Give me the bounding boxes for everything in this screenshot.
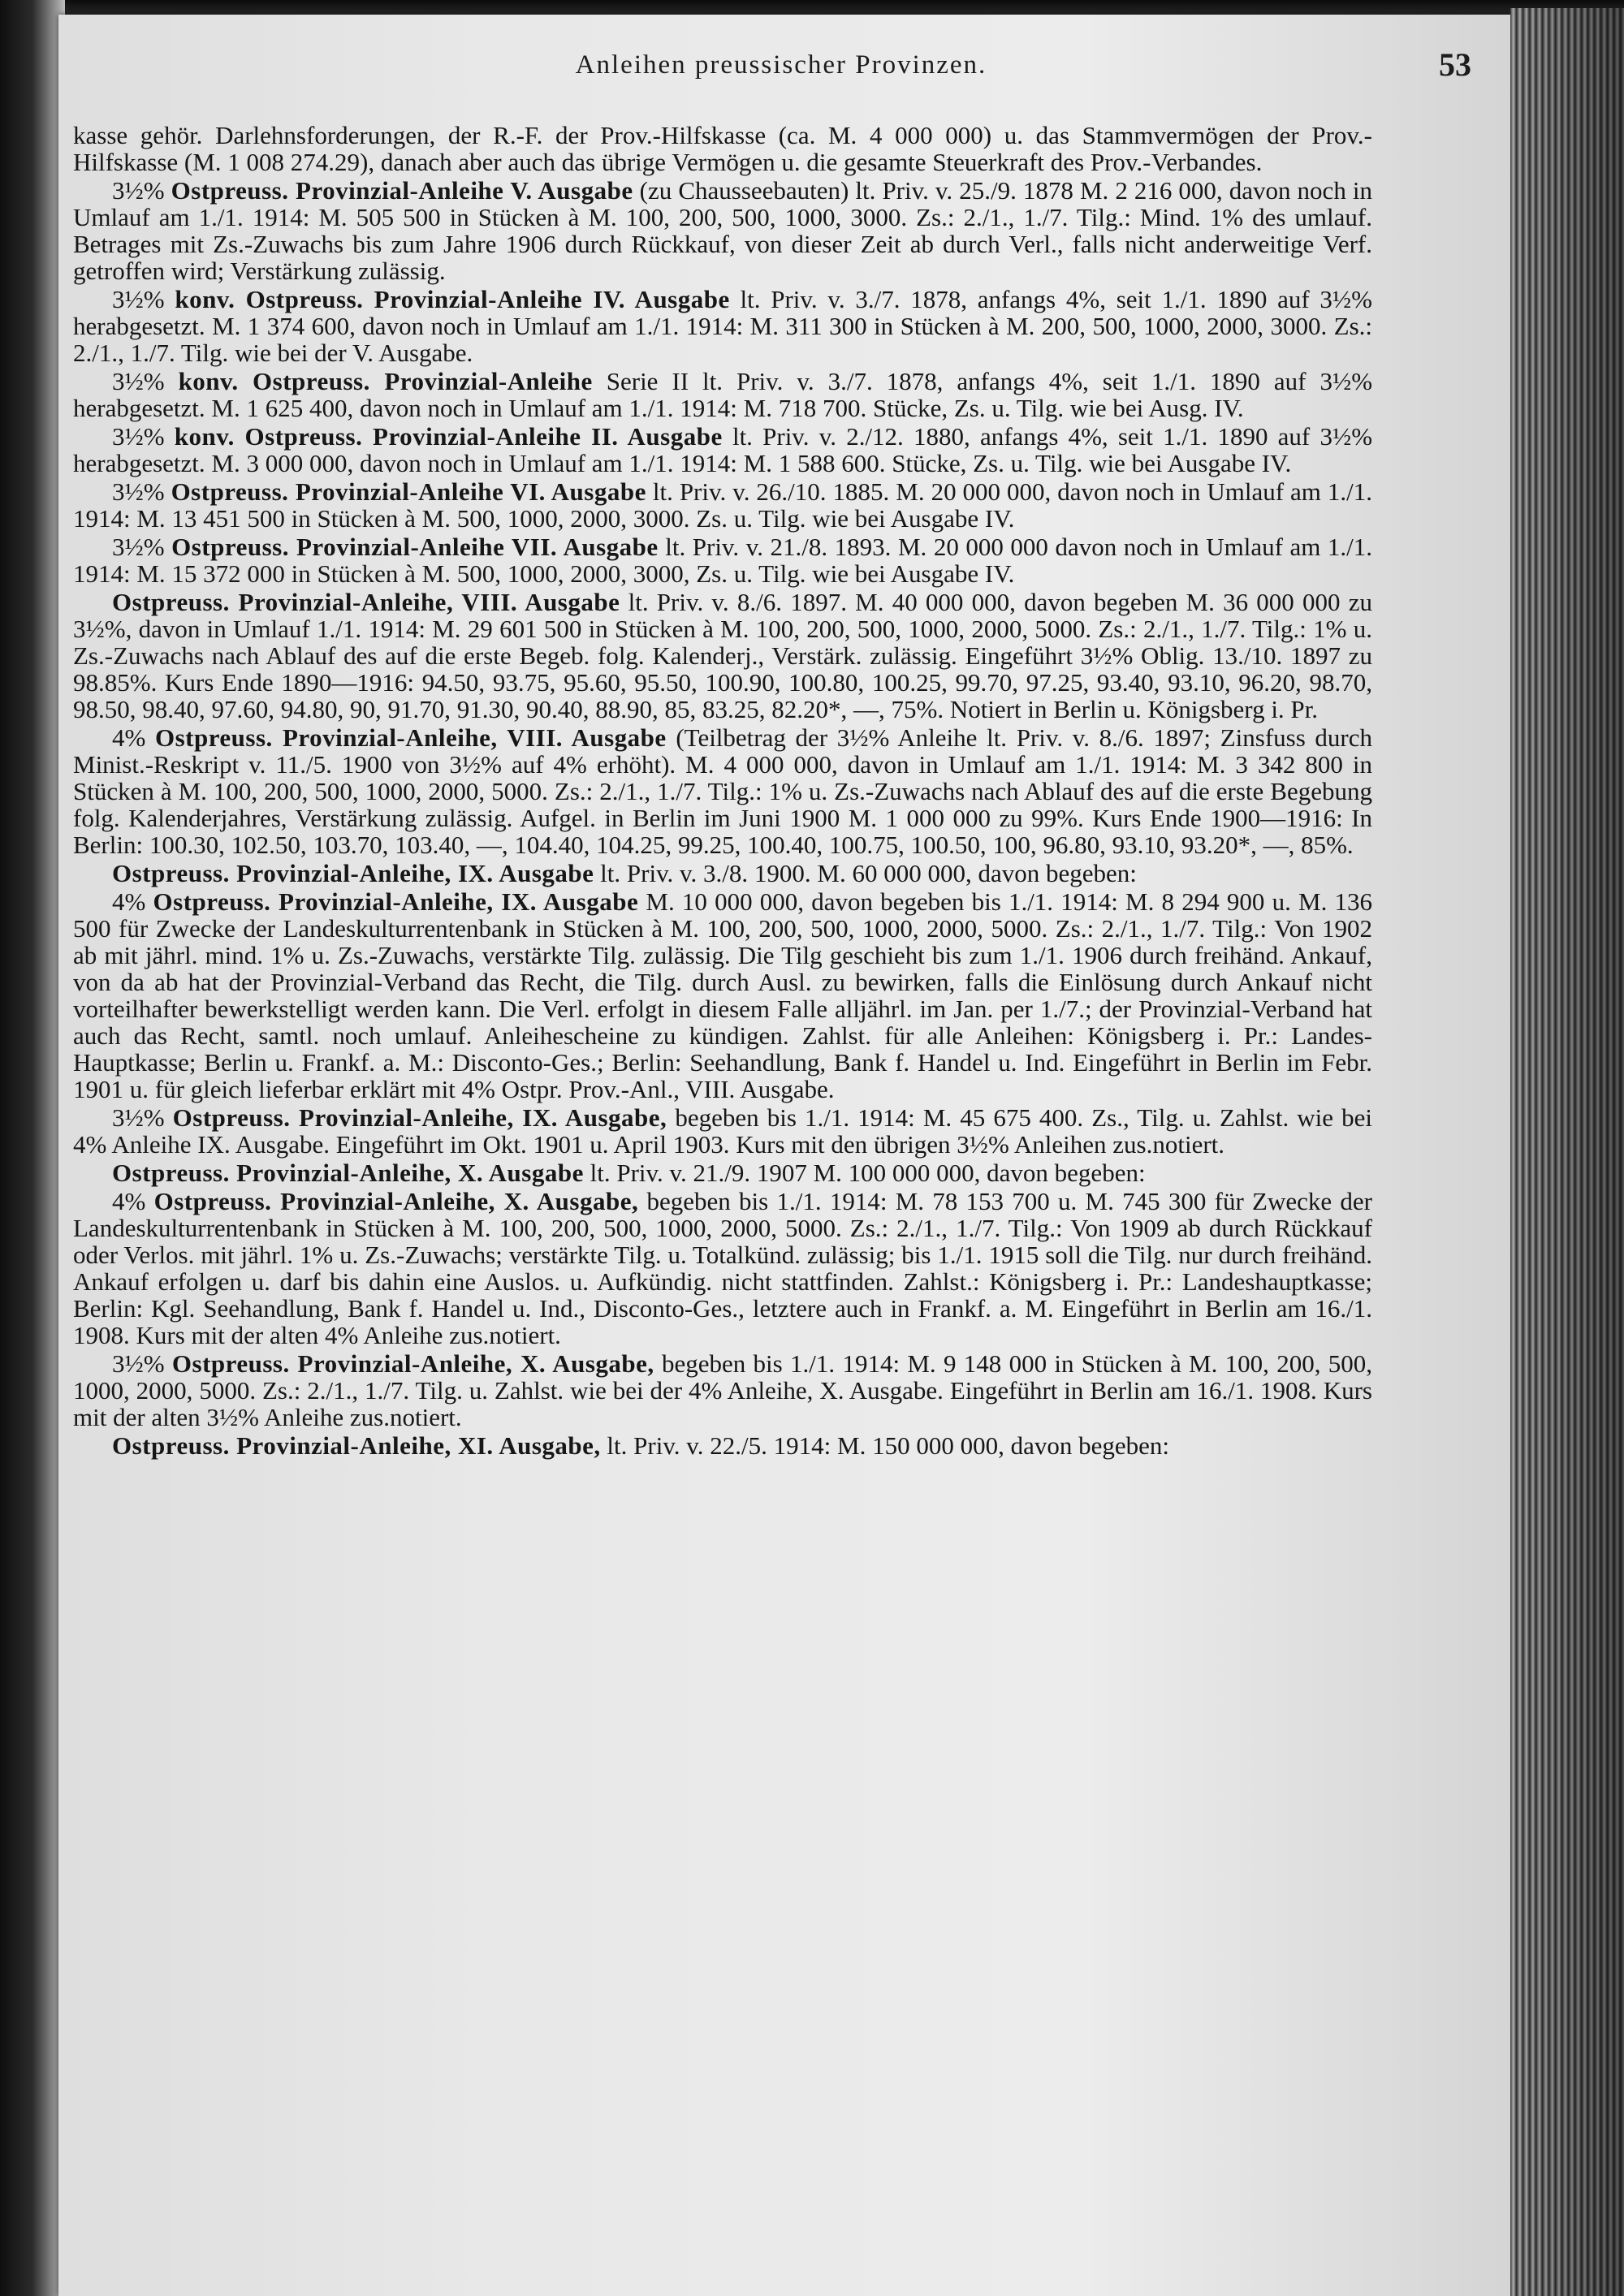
bond-entry [73, 589, 1372, 723]
bond-entry [73, 1350, 1372, 1431]
bond-details: Serie II lt. Priv. v. 3./7. 1878, anfangs 4%, seit 1./1. 1890 auf 3½% herabgesetzt. M. 1 625 400, davon noch in Umlauf am 1./1. 1914: M. 718 700. Stücke, Zs. u. Tilg. wie bei Ausg. IV. [73, 367, 1373, 422]
left-binding-shadow [0, 0, 65, 2296]
bond-entry [73, 533, 1372, 587]
bond-title: Ostpreuss. Provinzial-Anleihe, X. Ausgabe, [153, 1187, 639, 1215]
bond-entry [73, 1432, 1372, 1459]
bond-details: lt. Priv. v. 21./8. 1893. M. 20 000 000 davon noch in Umlauf am 1./1. 1914: M. 15 372 000 in Stücken à M. 500, 1000, 2000, 3000, Zs. u. Tilg. wie bei Ausgabe IV. [73, 533, 1372, 588]
bond-title: konv. Ostpreuss. Provinzial-Anleihe IV. Ausgabe [175, 285, 730, 313]
interest-rate: 4% [112, 887, 146, 916]
bond-title: Ostpreuss. Provinzial-Anleihe VII. Ausgabe [171, 533, 659, 561]
bond-entry [73, 286, 1372, 366]
interest-rate: 3½% [112, 1103, 165, 1132]
bond-title: Ostpreuss. Provinzial-Anleihe VI. Ausgabe [171, 477, 646, 506]
bond-entry [73, 1104, 1372, 1158]
bond-details: lt. Priv. v. 21./9. 1907 M. 100 000 000, davon begeben: [590, 1159, 1146, 1187]
interest-rate: 3½% [112, 367, 165, 395]
bond-title: Ostpreuss. Provinzial-Anleihe, X. Ausgabe [112, 1159, 584, 1187]
interest-rate: 3½% [112, 477, 165, 506]
bond-title: Ostpreuss. Provinzial-Anleihe, VIII. Ausgabe [154, 723, 667, 752]
bond-entry [73, 888, 1372, 1103]
interest-rate: 4% [112, 723, 146, 752]
bond-entry [73, 423, 1372, 477]
bond-entry [73, 1188, 1372, 1349]
interest-rate: 3½% [112, 422, 165, 451]
bond-details: lt. Priv. v. 2./12. 1880, anfangs 4%, seit 1./1. 1890 auf 3½% herabgesetzt. M. 3 000 000, davon noch in Umlauf am 1./1. 1914: M. 1 588 600. Stücke, Zs. u. Tilg. wie bei Ausgabe IV. [73, 422, 1373, 477]
bond-details: begeben bis 1./1. 1914: M. 45 675 400. Zs., Tilg. u. Zahlst. wie bei 4% Anleihe IX. Ausgabe. Eingeführt im Okt. 1901 u. April 1903. Kurs mit den übrigen 3½% Anleihen zus.notiert. [73, 1103, 1372, 1159]
bond-details: lt. Priv. v. 26./10. 1885. M. 20 000 000, davon noch in Umlauf am 1./1. 1914: M. 13 451 500 in Stücken à M. 500, 1000, 2000, 3000. Zs. u. Tilg. wie bei Ausgabe IV. [73, 477, 1372, 533]
bond-title: konv. Ostpreuss. Provinzial-Anleihe [178, 367, 593, 395]
book-edge-shade [1510, 8, 1624, 2296]
bond-title: Ostpreuss. Provinzial-Anleihe, IX. Ausgabe [153, 887, 639, 916]
bond-entry [73, 368, 1372, 421]
bond-details: begeben bis 1./1. 1914: M. 78 153 700 u. M. 745 300 für Zwecke der Landeskulturrentenbank in Stücken à M. 100, 200, 500, 1000, 2000, 5000. Zs.: 2./1., 1./7. Tilg.: Von 1909 ab durch Rückkauf oder Verlos. mit jährl. 1% u. Zs.-Zuwachs; verstärkte Tilg. u. Totalkünd. zulässig; bis 1./1. 1915 soll die Tilg. nur durch freihänd. Ankauf erfolgen u. darf bis dahin eine Auslos. u. Aufkündig. nicht stattfinden. Zahlst.: Königsberg i. Pr.: Landeshauptkasse; Berlin: Kgl. Seehandlung, Bank f. Handel u. Ind., Disconto-Ges., letztere auch in Frankf. a. M. Eingeführt in Berlin am 16./1. 1908. Kurs mit der alten 4% Anleihe zus.notiert. [73, 1187, 1372, 1349]
bond-title: Ostpreuss. Provinzial-Anleihe, IX. Ausgabe, [172, 1103, 667, 1132]
interest-rate: 3½% [112, 1349, 165, 1378]
bond-entry [73, 478, 1372, 532]
bond-details: lt. Priv. v. 22./5. 1914: M. 150 000 000, davon begeben: [607, 1431, 1169, 1460]
page-header [58, 46, 1504, 99]
bond-title: Ostpreuss. Provinzial-Anleihe, XI. Ausgabe, [112, 1431, 601, 1460]
bond-details: (zu Chausseebauten) lt. Priv. v. 25./9. 1878 M. 2 216 000, davon noch in Umlauf am 1./1. 1914: M. 505 500 in Stücken à M. 100, 200, 500, 1000, 3000. Zs.: 2./1., 1./7. Tilg.: Mind. 1% des umlauf. Betrages mit Zs.-Zuwachs bis zum Jahre 1906 durch Rückkauf, von dieser Zeit ab durch Verl., falls nicht anderweitige Verf. getroffen wird; Verstärkung zulässig. [73, 176, 1372, 285]
bond-entry [73, 860, 1372, 887]
bond-entry [73, 177, 1372, 284]
bond-title: Ostpreuss. Provinzial-Anleihe V. Ausgabe [171, 176, 633, 205]
bond-details: (Teilbetrag der 3½% Anleihe lt. Priv. v. 8./6. 1897; Zinsfuss durch Minist.-Reskript v. 11./5. 1900 von 3½% auf 4% erhöht). M. 4 000 000, davon in Umlauf am 1./1. 1914: M. 3 342 800 in Stücken à M. 100, 200, 500, 1000, 2000, 5000. Zs.: 2./1., 1./7. Tilg.: 1% u. Zs.-Zuwachs nach Ablauf des auf die erste Begebung folg. Kalenderjahres, Verstärkung zulässig. Aufgel. in Berlin im Juni 1900 M. 1 000 000 zu 99%. Kurs Ende 1900—1916: In Berlin: 100.30, 102.50, 103.70, 103.40, —, 104.40, 104.25, 99.25, 100.40, 100.75, 100.50, 100, 96.80, 93.10, 93.20*, —, 85%. [73, 723, 1373, 859]
bond-details: lt. Priv. v. 3./8. 1900. M. 60 000 000, davon begeben: [600, 859, 1137, 887]
running-title: Anleihen preussischer Provinzen. [575, 50, 987, 80]
bond-title: Ostpreuss. Provinzial-Anleihe, X. Ausgabe, [171, 1349, 654, 1378]
bond-details: lt. Priv. v. 3./7. 1878, anfangs 4%, seit 1./1. 1890 auf 3½% herabgesetzt. M. 1 374 600, davon noch in Umlauf am 1./1. 1914: M. 311 300 in Stücken à M. 200, 500, 1000, 2000, 3000. Zs.: 2./1., 1./7. Tilg. wie bei der V. Ausgabe. [73, 285, 1372, 367]
bond-entry [73, 1159, 1372, 1186]
bond-title: Ostpreuss. Provinzial-Anleihe, IX. Ausgabe [112, 859, 594, 887]
interest-rate: 3½% [112, 533, 165, 561]
body-text [73, 122, 1372, 1461]
bond-details: begeben bis 1./1. 1914: M. 9 148 000 in Stücken à M. 100, 200, 500, 1000, 2000, 5000. Zs.: 2./1., 1./7. Tilg. u. Zahlst. wie bei der 4% Anleihe, X. Ausgabe. Eingeführt in Berlin am 16./1. 1908. Kurs mit der alten 3½% Anleihe zus.notiert. [73, 1349, 1373, 1431]
bond-details: M. 10 000 000, davon begeben bis 1./1. 1914: M. 8 294 900 u. M. 136 500 für Zwecke der Landeskulturrentenbank in Stücken à M. 100, 200, 500, 1000, 2000, 5000. Zs.: 2./1., 1./7. Tilg.: Von 1902 ab mit jährl. mind. 1% u. Zs.-Zuwachs, verstärkte Tilg. zulässig. Die Tilg geschieht bis zum 1./1. 1906 durch freihänd. Ankauf, von da ab hat der Provinzial-Verband das Recht, die Tilg. durch Ausl. zu bewirken, falls die Einlösung durch Ankauf nicht vorteilhafter bewerkstelligt werden kann. Die Verl. erfolgt in diesem Falle alljährl. im Jan. per 1./7.; der Provinzial-Verband hat auch das Recht, samtl. noch umlauf. Anleihescheine zu kündigen. Zahlst. für alle Anleihen: Königsberg i. Pr.: Landes-Hauptkasse; Berlin u. Frankf. a. M.: Disconto-Ges.; Berlin: Seehandlung, Bank f. Handel u. Ind. Eingeführt in Berlin im Febr. 1901 u. für gleich lieferbar erklärt mit 4% Ostpr. Prov.-Anl., VIII. Ausgabe. [73, 887, 1372, 1103]
page-number: 53 [1439, 46, 1471, 83]
bond-entry [73, 122, 1372, 175]
interest-rate: 3½% [112, 285, 165, 313]
bond-title: konv. Ostpreuss. Provinzial-Anleihe II. Ausgabe [174, 422, 723, 451]
interest-rate: 3½% [112, 176, 165, 205]
bond-title: Ostpreuss. Provinzial-Anleihe, VIII. Ausgabe [112, 588, 620, 616]
bond-details: lt. Priv. v. 8./6. 1897. M. 40 000 000, davon begeben M. 36 000 000 zu 3½%, davon in Umlauf 1./1. 1914: M. 29 601 500 in Stücken à M. 100, 200, 500, 1000, 2000, 5000. Zs.: 2./1., 1./7. Tilg.: 1% u. Zs.-Zuwachs nach Ablauf des auf die erste Begeb. folg. Kalenderj., Verstärk. zulässig. Eingeführt 3½% Oblig. 13./10. 1897 zu 98.85%. Kurs Ende 1890—1916: 94.50, 93.75, 95.60, 95.50, 100.90, 100.80, 100.25, 99.70, 97.25, 93.40, 93.10, 96.20, 98.70, 98.50, 98.40, 97.60, 94.80, 90, 91.70, 91.30, 90.40, 88.90, 85, 83.25, 82.20*, —, 75%. Notiert in Berlin u. Königsberg i. Pr. [73, 588, 1372, 723]
bond-details: kasse gehör. Darlehnsforderungen, der R.-F. der Prov.-Hilfskasse (ca. M. 4 000 000) u. das Stammvermögen der Prov.-Hilfskasse (M. 1 008 274.29), danach aber auch das übrige Vermögen u. die gesamte Steuerkraft des Prov.-Verbandes. [73, 121, 1372, 176]
bond-entry [73, 724, 1372, 858]
interest-rate: 4% [112, 1187, 146, 1215]
